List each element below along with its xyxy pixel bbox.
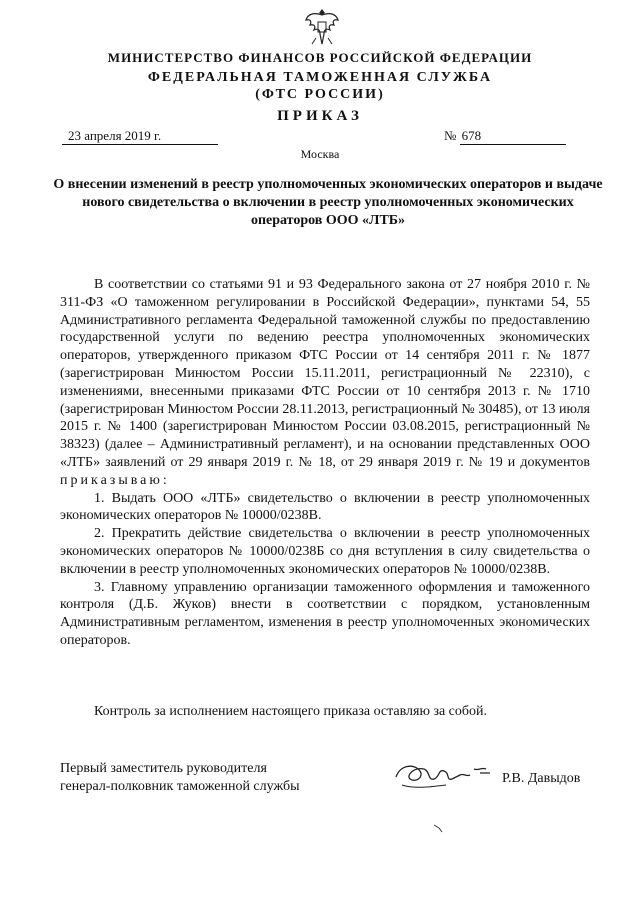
control-clause: Контроль за исполнением настоящего приказа оставляю за собой. (94, 704, 488, 719)
document-body (60, 276, 590, 650)
number-value: 678 (460, 128, 566, 145)
signer-position-line-1: Первый заместитель руководителя (60, 761, 267, 776)
service-name: ФЕДЕРАЛЬНАЯ ТАМОЖЕННАЯ СЛУЖБА (147, 70, 493, 85)
document-type: ПРИКАЗ (277, 108, 363, 124)
preamble-paragraph (60, 276, 590, 490)
stray-mark (432, 822, 446, 834)
signer-position-line-2: генерал-полковник таможенной службы (60, 779, 300, 794)
order-date: 23 апреля 2019 г. (62, 128, 218, 145)
signer-position (60, 760, 299, 796)
signer-name: Р.В. Давыдов (502, 771, 581, 786)
order-item-1: 1. Выдать ООО «ЛТБ» свидетельство о включении в реестр уполномоченных экономических операторов № 10000/0238В. (60, 490, 590, 524)
city: Москва (300, 147, 340, 161)
coat-of-arms-icon (304, 6, 340, 48)
number-label: № (444, 128, 457, 143)
order-word: приказываю: (60, 472, 170, 488)
ministry-name: МИНИСТЕРСТВО ФИНАНСОВ РОССИЙСКОЙ ФЕДЕРАЦИИ (107, 50, 533, 65)
order-number (444, 128, 592, 145)
order-item-2: 2. Прекратить действие свидетельства о включении в реестр уполномоченных экономических операторов № 10000/0238Б со дня вступления в силу свидетельства о включении в реестр уполномоченных экономических операторов № 10000/0238В. (60, 526, 590, 577)
service-abbreviation: (ФТС РОССИИ) (255, 87, 385, 102)
order-item-3: 3. Главному управлению организации таможенного оформления и таможенного контроля (Д.Б. Жуков) внести в соответствии с порядком, установленным Административным регламентом, изменения в реестр уполномоченных экономических операторов. (60, 579, 590, 648)
handwritten-signature (390, 755, 502, 795)
preamble-text: В соответствии со статьями 91 и 93 Федерального закона от 27 ноября 2010 г. № 311-ФЗ «О таможенном регулировании в Российской Федерации», пунктами 54, 55 Административного регламента Федеральной таможенной службы по предоставлению государственной услуги по ведению реестра уполномоченных экономических операторов, утвержденного приказом ФТС России от 14 сентября 2011 г. № 1877 (зарегистрирован Минюстом России 15.11.2011, регистрационный № 22310), с изменениями, внесенными приказами ФТС России от 10 сентября 2013 г. № 1710 (зарегистрирован Минюстом России 28.11.2013, регистрационный № 30485), от 13 июля 2015 г. № 1400 (зарегистрирован Минюстом России 03.08.2015, регистрационный № 38323) (далее – Административный регламент), и на основании представленных ООО «ЛТБ» заявлений от 29 января 2019 г. № 18, от 29 января 2019 г. № 19 и документов (60, 277, 590, 470)
document-title: О внесении изменений в реестр уполномоченных экономических операторов и выдаче нового свидетельства о включении в реестр уполномоченных экономических операторов ООО «ЛТБ» (53, 177, 603, 228)
